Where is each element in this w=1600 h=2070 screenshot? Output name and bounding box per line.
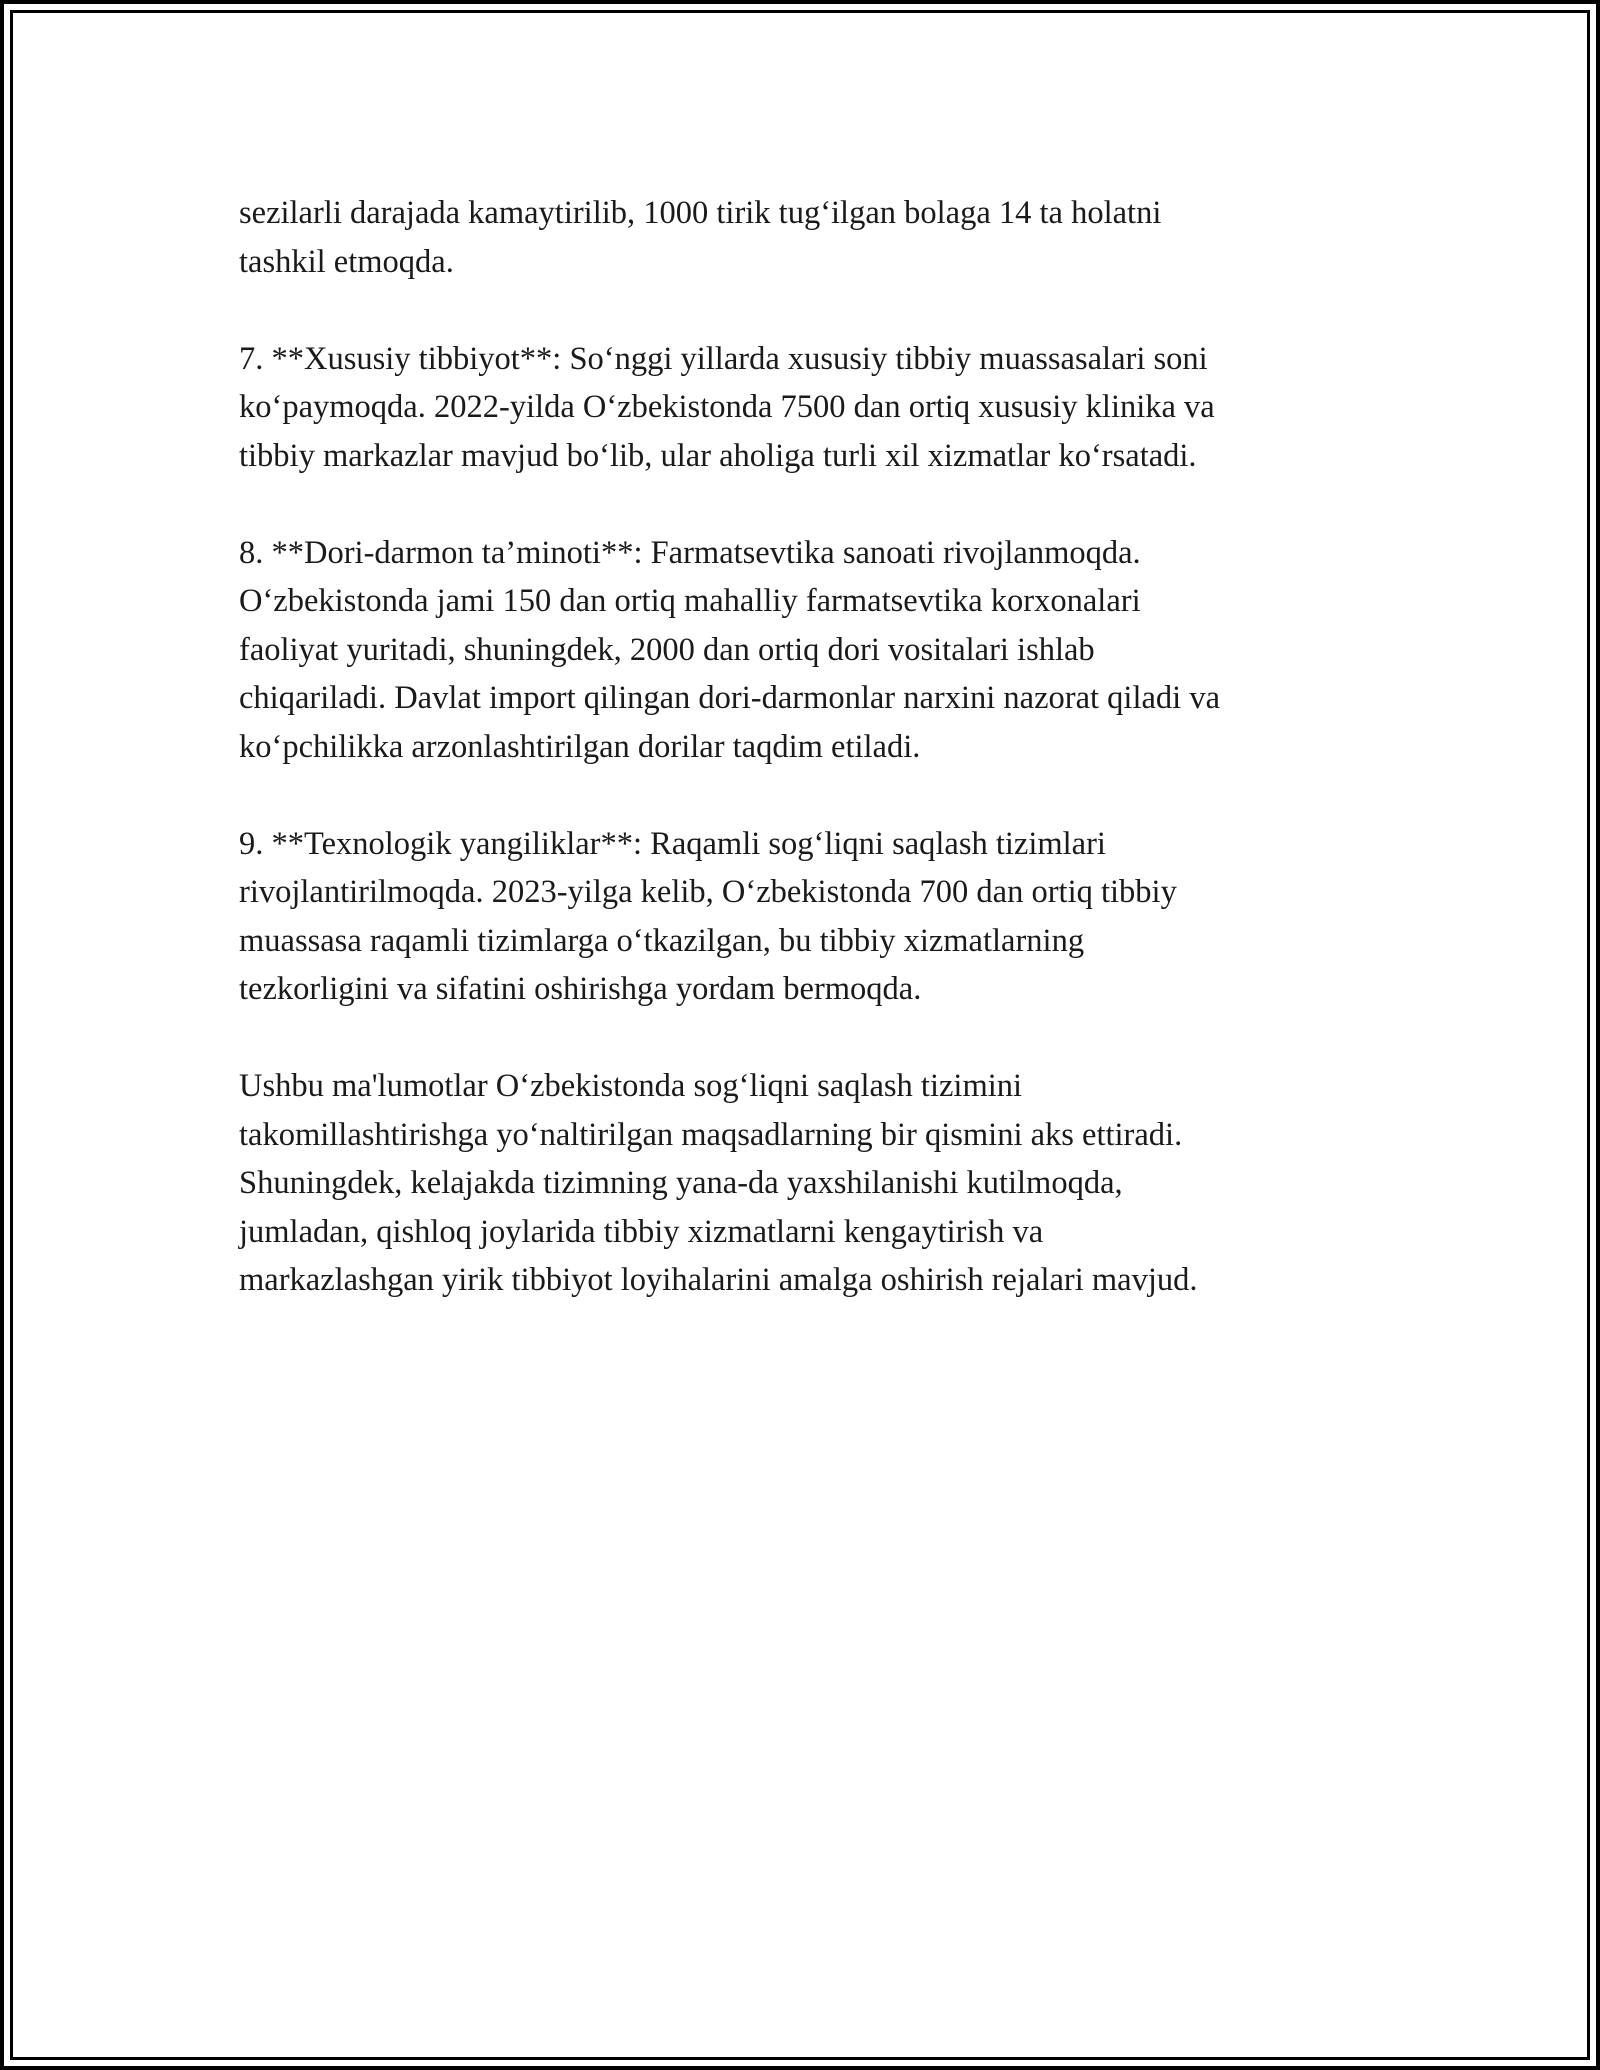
paragraph-technology: 9. **Texnologik yangiliklar**: Raqamli sog‘liqni saqlash tizimlari rivojlantirilmoqda. 2023-yilga kelib, O‘zbekistonda 700 dan ortiq tibbiy muassasa raqamli tizimlarga o‘tkazilgan, bu tibbiy xizmatlarning tezkorligini va sifatini oshirishga yordam bermoqda. xyxy=(239,825,1177,1007)
document-body xyxy=(239,189,1389,1353)
paragraph-continuation: sezilarli darajada kamaytirilib, 1000 tirik tug‘ilgan bolaga 14 ta holatni tashkil etmoqda. xyxy=(239,195,1162,280)
paragraph-conclusion: Ushbu ma'lumotlar O‘zbekistonda sog‘liqni saqlash tizimini takomillashtirishga yo‘naltirilgan maqsadlarning bir qismini aks ettiradi. Shuningdek, kelajakda tizimning yana-da yaxshilanishi kutilmoqda, jumladan, qishloq joylarida tibbiy xizmatlarni kengaytirish va markazlashgan yirik tibbiyot loyihalarini amalga oshirish rejalari mavjud. xyxy=(239,1068,1198,1298)
paragraph-private-medicine: 7. **Xususiy tibbiyot**: So‘nggi yillarda xususiy tibbiy muassasalari soni ko‘paymoqda. 2022-yilda O‘zbekistonda 7500 dan ortiq xususiy klinika va tibbiy markazlar mavjud bo‘lib, ular aholiga turli xil xizmatlar ko‘rsatadi. xyxy=(239,340,1215,474)
paragraph-medicine-supply: 8. **Dori-darmon ta’minoti**: Farmatsevtika sanoati rivojlanmoqda. O‘zbekistonda jami 150 dan ortiq mahalliy farmatsevtika korxonalari faoliyat yuritadi, shuningdek, 2000 dan ortiq dori vositalari ishlab chiqariladi. Davlat import qilingan dori-darmonlar narxini nazorat qiladi va ko‘pchilikka arzonlashtirilgan dorilar taqdim etiladi. xyxy=(239,534,1220,765)
